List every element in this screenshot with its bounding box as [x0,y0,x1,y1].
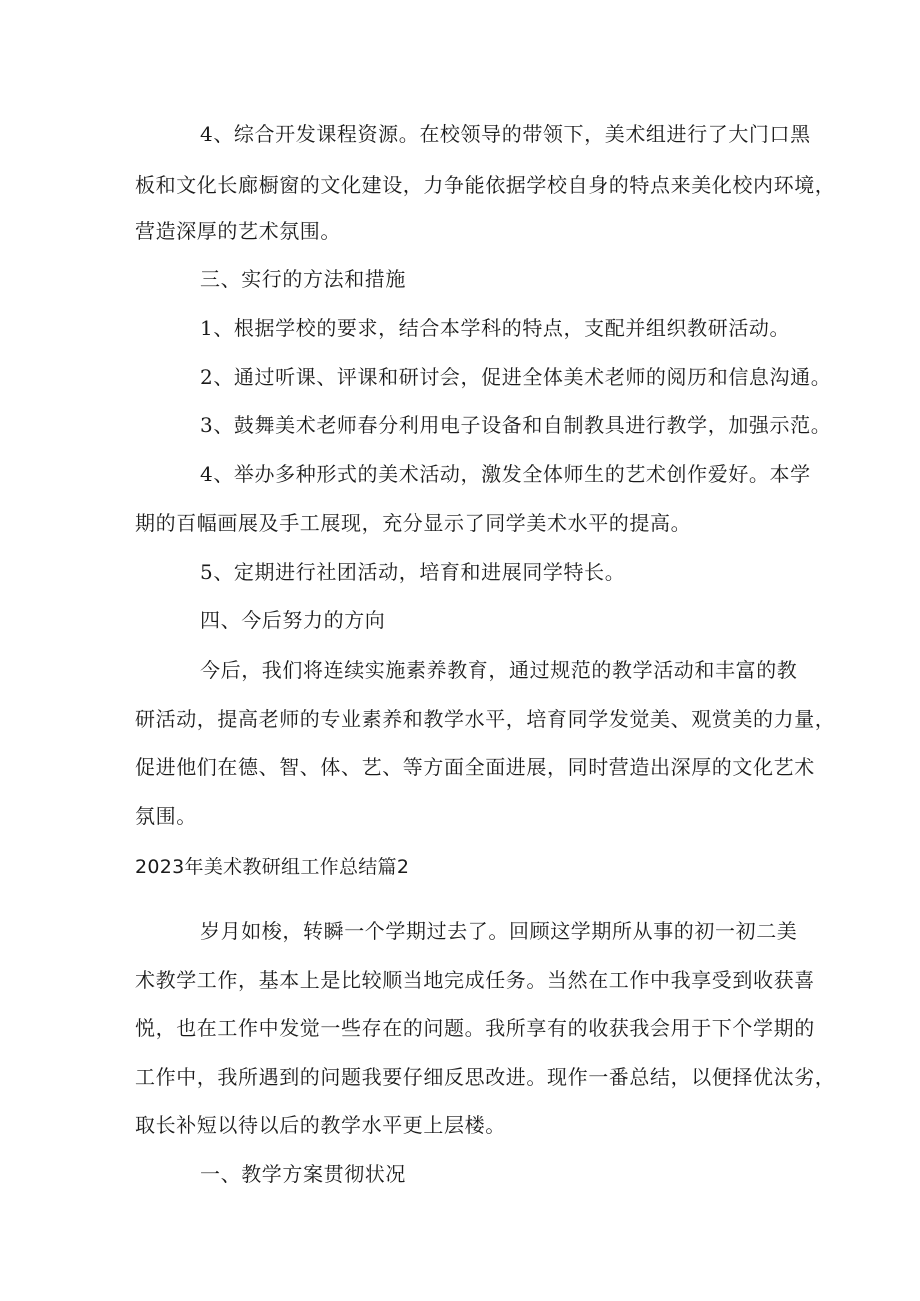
paragraph-line: 研活动，提高老师的专业素养和教学水平，培育同学发觉美、观赏美的力量， [135,707,836,731]
paragraph-line: 术教学工作，基本上是比较顺当地完成任务。当然在工作中我享受到收获喜 [135,968,815,992]
paragraph-line: 取长补短以待以后的教学水平更上层楼。 [135,1113,506,1137]
list-item: 5、定期进行社团活动，培育和进展同学特长。 [200,560,626,584]
list-item: 1、根据学校的要求，结合本学科的特点，支配并组织教研活动。 [200,316,791,340]
paragraph-line: 板和文化长廊橱窗的文化建设，力争能依据学校自身的特点来美化校内环境， [135,173,836,197]
section-heading: 三、实行的方法和措施 [200,267,406,291]
paragraph-line: 促进他们在德、智、体、艺、等方面全面进展，同时营造出深厚的文化艺术 [135,755,815,779]
paragraph-line: 今后，我们将连续实施素养教育，通过规范的教学活动和丰富的教 [200,658,798,682]
paragraph-line: 4、综合开发课程资源。在校领导的带领下，美术组进行了大门口黑 [200,122,811,146]
paragraph-line: 岁月如梭，转瞬一个学期过去了。回顾这学期所从事的初一初二美 [200,919,798,943]
list-item: 2、通过听课、评课和研讨会，促进全体美术老师的阅历和信息沟通。 [200,365,832,389]
section-heading: 一、教学方案贯彻状况 [200,1162,406,1186]
paragraph-line: 营造深厚的艺术氛围。 [135,219,341,243]
list-item: 4、举办多种形式的美术活动，激发全体师生的艺术创作爱好。本学 [200,462,811,486]
paragraph-line: 工作中，我所遇到的问题我要仔细反思改进。现作一番总结，以便择优汰劣， [135,1065,836,1089]
list-item: 期的百幅画展及手工展现，充分显示了同学美术水平的提高。 [135,511,692,535]
list-item: 3、鼓舞美术老师春分利用电子设备和自制教具进行教学，加强示范。 [200,413,832,437]
paragraph-line: 氛围。 [135,804,197,828]
paragraph-line: 悦，也在工作中发觉一些存在的问题。我所享有的收获我会用于下个学期的 [135,1016,815,1040]
article-title: 2023年美术教研组工作总结篇2 [135,856,410,878]
section-heading: 四、今后努力的方向 [200,608,386,632]
